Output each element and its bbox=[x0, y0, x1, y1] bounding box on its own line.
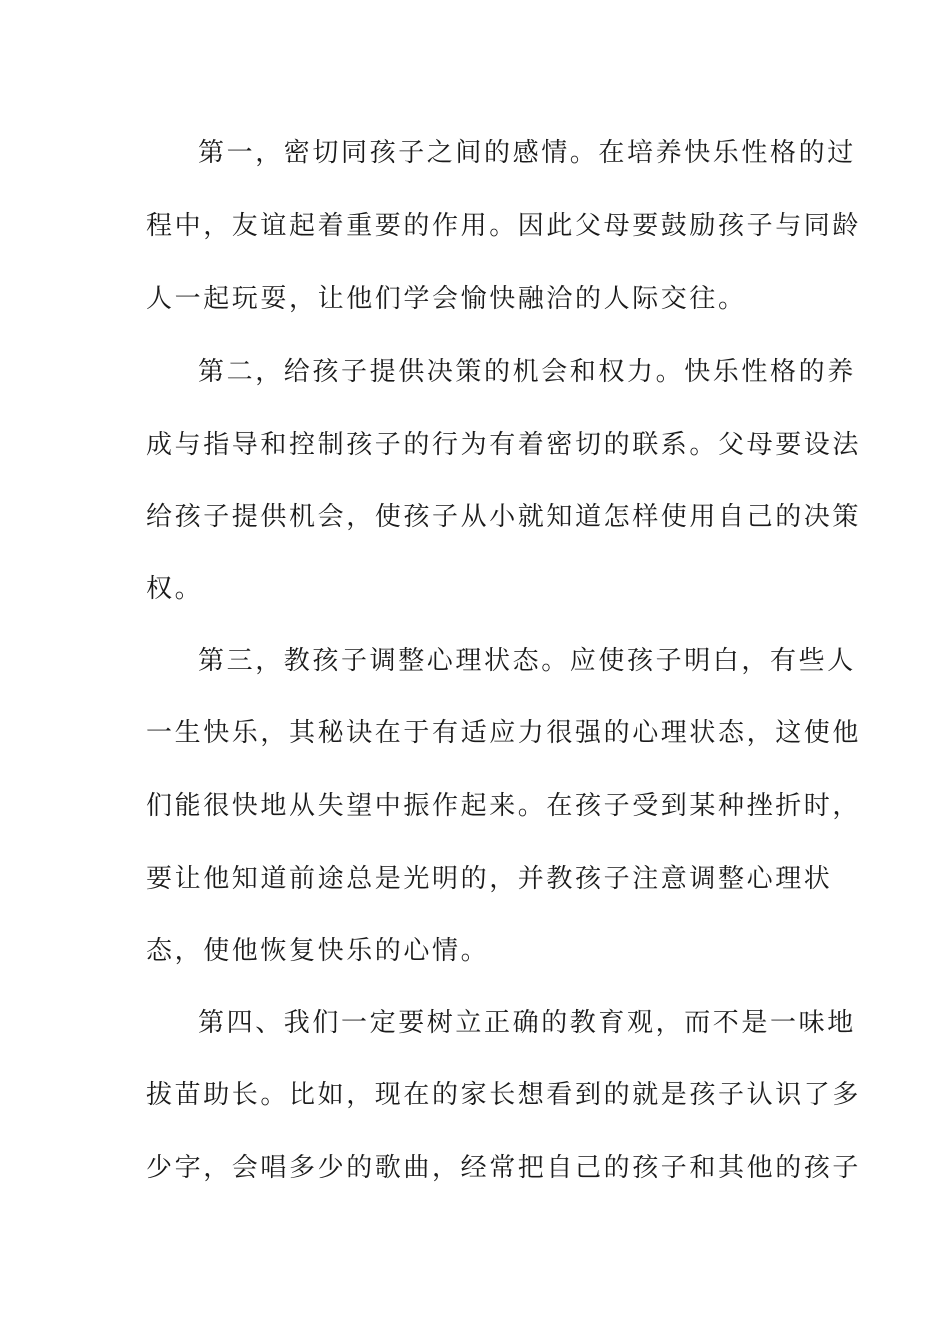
paragraph-3-line-5: 态，使他恢复快乐的心情。 bbox=[146, 936, 490, 966]
paragraph-3-line-4: 要让他知道前途总是光明的，并教孩子注意调整心理状 bbox=[146, 864, 833, 894]
paragraph-1-line-3: 人一起玩耍，让他们学会愉快融洽的人际交往。 bbox=[146, 284, 747, 314]
paragraph-2-line-3: 给孩子提供机会，使孩子从小就知道怎样使用自己的决策 bbox=[146, 502, 862, 532]
paragraph-4-line-2: 拔苗助长。比如，现在的家长想看到的就是孩子认识了多 bbox=[146, 1080, 862, 1110]
paragraph-1-line-2: 程中，友谊起着重要的作用。因此父母要鼓励孩子与同龄 bbox=[146, 211, 862, 241]
paragraph-3-line-2: 一生快乐，其秘诀在于有适应力很强的心理状态，这使他 bbox=[146, 718, 862, 748]
paragraph-2-line-1: 第二，给孩子提供决策的机会和权力。快乐性格的养 bbox=[198, 357, 856, 387]
paragraph-3-line-1: 第三，教孩子调整心理状态。应使孩子明白，有些人 bbox=[198, 646, 856, 676]
paragraph-2-line-2: 成与指导和控制孩子的行为有着密切的联系。父母要设法 bbox=[146, 430, 862, 460]
paragraph-2-line-4: 权。 bbox=[146, 574, 204, 604]
paragraph-4-line-1: 第四、我们一定要树立正确的教育观，而不是一味地 bbox=[198, 1008, 856, 1038]
paragraph-1-line-1: 第一，密切同孩子之间的感情。在培养快乐性格的过 bbox=[198, 138, 856, 168]
paragraph-3-line-3: 们能很快地从失望中振作起来。在孩子受到某种挫折时， bbox=[146, 791, 862, 821]
paragraph-4-line-3: 少字，会唱多少的歌曲，经常把自己的孩子和其他的孩子 bbox=[146, 1153, 862, 1183]
